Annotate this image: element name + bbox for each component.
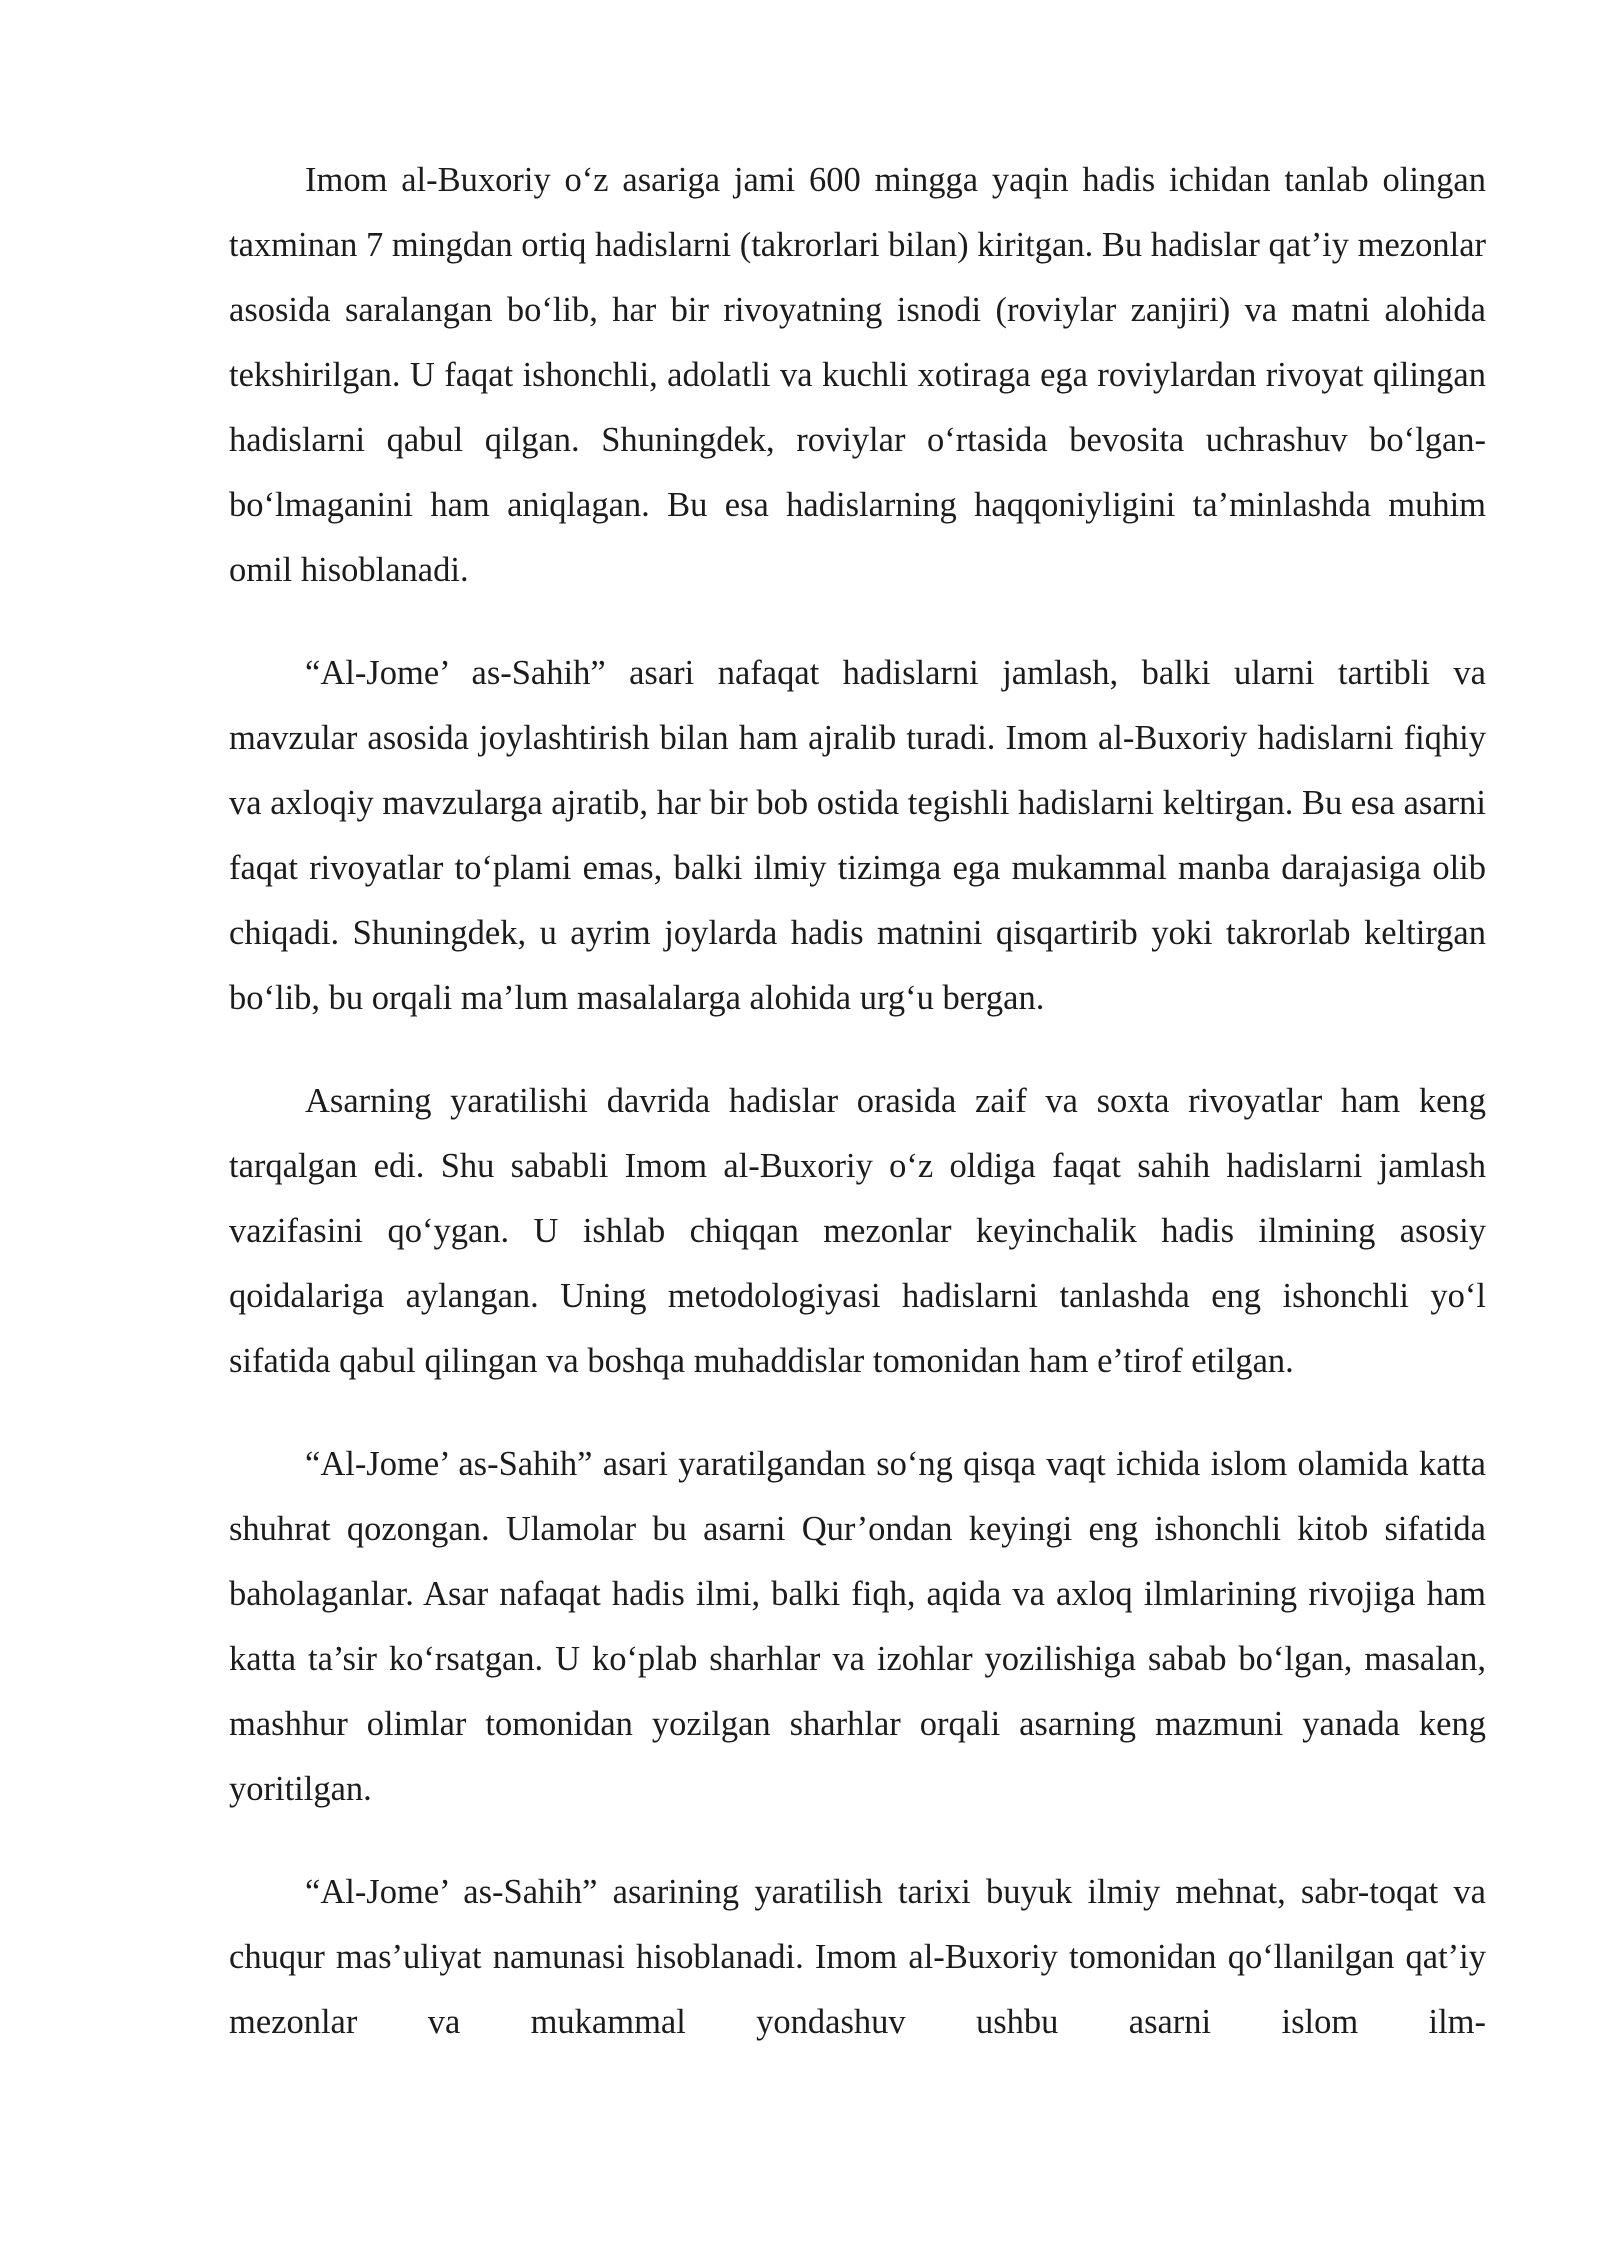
paragraph-2: “Al-Jome’ as-Sahih” asari nafaqat hadislarni jamlash, balki ularni tartibli va mavzular asosida joylashtirish bilan ham ajralib turadi. Imom al-Buxoriy hadislarni fiqhiy va axloqiy mavzularga ajratib, har bir bob ostida tegishli hadislarni keltirgan. Bu esa asarni faqat rivoyatlar to‘plami emas, balki ilmiy tizimga ega mukammal manba darajasiga olib chiqadi. Shuningdek, u ayrim joylarda hadis matnini qisqartirib yoki takrorlab keltirgan bo‘lib, bu orqali ma’lum masalalarga alohida urg‘u bergan. (229, 654, 1486, 1017)
paragraph-3: Asarning yaratilishi davrida hadislar orasida zaif va soxta rivoyatlar ham keng tarqalgan edi. Shu sababli Imom al-Buxoriy o‘z oldiga faqat sahih hadislarni jamlash vazifasini qo‘ygan. U ishlab chiqqan mezonlar keyinchalik hadis ilmining asosiy qoidalariga aylangan. Uning metodologiyasi hadislarni tanlashda eng ishonchli yo‘l sifatida qabul qilingan va boshqa muhaddislar tomonidan ham e’tirof etilgan. (229, 1082, 1486, 1380)
paragraph-4: “Al-Jome’ as-Sahih” asari yaratilgandan so‘ng qisqa vaqt ichida islom olamida katta shuhrat qozongan. Ulamolar bu asarni Qur’ondan keyingi eng ishonchli kitob sifatida baholaganlar. Asar nafaqat hadis ilmi, balki fiqh, aqida va axloq ilmlarining rivojiga ham katta ta’sir ko‘rsatgan. U ko‘plab sharhlar va izohlar yozilishiga sabab bo‘lgan, masalan, mashhur olimlar tomonidan yozilgan sharhlar orqali asarning mazmuni yanada keng yoritilgan. (229, 1445, 1486, 1808)
document-body (229, 148, 1486, 2055)
paragraph-1: Imom al-Buxoriy o‘z asariga jami 600 mingga yaqin hadis ichidan tanlab olingan taxminan 7 mingdan ortiq hadislarni (takrorlari bilan) kiritgan. Bu hadislar qat’iy mezonlar asosida saralangan bo‘lib, har bir rivoyatning isnodi (roviylar zanjiri) va matni alohida tekshirilgan. U faqat ishonchli, adolatli va kuchli xotiraga ega roviylardan rivoyat qilingan hadislarni qabul qilgan. Shuningdek, roviylar o‘rtasida bevosita uchrashuv bo‘lgan-bo‘lmaganini ham aniqlagan. Bu esa hadislarning haqqoniyligini ta’minlashda muhim omil hisoblanadi. (229, 161, 1486, 589)
paragraph-5: “Al-Jome’ as-Sahih” asarining yaratilish tarixi buyuk ilmiy mehnat, sabr-toqat va chuqur mas’uliyat namunasi hisoblanadi. Imom al-Buxoriy tomonidan qo‘llanilgan qat’iy mezonlar va mukammal yondashuv ushbu asarni islom ilm- (229, 1873, 1486, 2041)
